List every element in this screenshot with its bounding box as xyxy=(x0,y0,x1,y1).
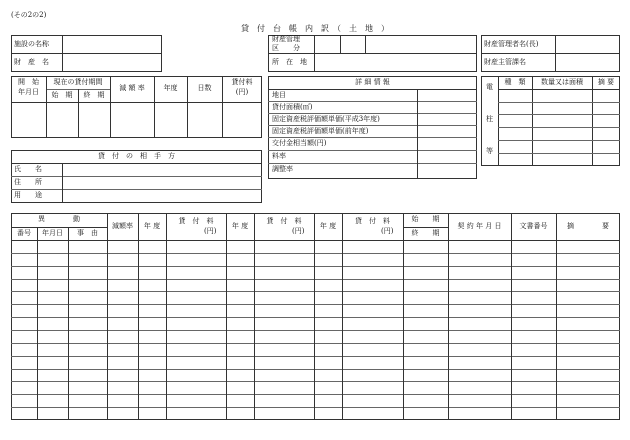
lessee-name-label: 氏 名 xyxy=(14,165,42,173)
history-fee-label-2b: (円) xyxy=(292,227,305,235)
fee-label-1: 貸付料 xyxy=(231,78,253,86)
year-label: 年度 xyxy=(163,84,178,92)
history-reduction-label: 減額率 xyxy=(112,222,133,230)
lessee-name-field[interactable] xyxy=(63,164,261,176)
history-row-line xyxy=(11,291,620,292)
pole-type-header: 種 類 xyxy=(504,78,526,86)
detail-row-tax-prev: 固定資産税評価額単価(前年度) xyxy=(272,127,369,135)
history-row-line xyxy=(11,330,620,331)
history-fee-label-2a: 貸 付 料 xyxy=(266,217,302,225)
section-field[interactable] xyxy=(556,54,619,71)
history-fee-label-3b: (円) xyxy=(381,227,394,235)
history-doc-label: 文書番号 xyxy=(519,222,548,230)
history-row-line xyxy=(11,381,620,382)
page-note: (その2の2) xyxy=(11,11,47,19)
days-label: 日数 xyxy=(197,84,212,92)
pole-quantity-header: 数量又は面積 xyxy=(541,78,583,86)
begin-label: 始 期 xyxy=(51,91,73,99)
end-label: 終 期 xyxy=(83,91,105,99)
detail-row-area: 貸付面積(㎡) xyxy=(272,103,313,111)
history-row-line xyxy=(11,279,620,280)
lessee-purpose-label: 用 途 xyxy=(14,191,42,199)
detail-row-tax-h3: 固定資産税評価額単価(平成3年度) xyxy=(272,115,380,123)
history-end-label: 終 期 xyxy=(411,229,440,237)
history-row-line xyxy=(11,266,620,267)
manager-label: 財産管理者名(長) xyxy=(484,40,539,48)
history-number-label: 番号 xyxy=(17,229,31,237)
history-row-line xyxy=(11,369,620,370)
facility-name-field[interactable] xyxy=(63,36,161,53)
history-fee-label-1a: 貸 付 料 xyxy=(178,217,214,225)
history-row-line xyxy=(11,343,620,344)
property-name-label: 財 産 名 xyxy=(14,58,49,66)
history-row-line xyxy=(11,356,620,357)
history-reason-label: 事 由 xyxy=(77,229,98,237)
current-period-label: 現在の貸付期間 xyxy=(53,78,103,86)
start-label-1: 開 始 xyxy=(18,78,39,86)
fee-label-2: (円) xyxy=(235,88,249,96)
detail-header: 詳 細 情 報 xyxy=(355,78,390,86)
detail-row-grant: 交付金相当額(円) xyxy=(272,139,327,147)
pole-remarks-header: 摘 要 xyxy=(597,78,615,86)
location-label: 所 在 地 xyxy=(272,58,307,66)
lessee-address-field[interactable] xyxy=(63,177,261,189)
location-field[interactable] xyxy=(315,54,476,71)
lessee-address-label: 住 所 xyxy=(14,178,42,186)
history-row-line xyxy=(11,317,620,318)
history-fee-label-1b: (円) xyxy=(204,227,217,235)
history-row-line xyxy=(11,394,620,395)
history-year-label-2: 年 度 xyxy=(231,222,249,230)
detail-row-rate: 料率 xyxy=(272,152,286,160)
facility-name-label: 施設の名称 xyxy=(14,40,49,48)
pole-side-char-2: 柱 xyxy=(486,115,493,123)
detail-row-adjust: 調整率 xyxy=(272,165,293,173)
history-remarks-label: 摘 要 xyxy=(567,222,609,230)
section-label: 財産主管課名 xyxy=(484,58,526,66)
category-label-2: 区 分 xyxy=(272,44,300,52)
history-year-label-3: 年 度 xyxy=(319,222,337,230)
history-date-label: 年月日 xyxy=(42,229,63,237)
history-year-label-1: 年 度 xyxy=(143,222,161,230)
history-fee-label-3a: 貸 付 料 xyxy=(355,217,390,225)
lessee-purpose-field[interactable] xyxy=(63,190,261,203)
property-name-field[interactable] xyxy=(63,54,161,71)
lessee-header: 貸 付 の 相 手 方 xyxy=(98,152,175,160)
history-row-line xyxy=(11,253,620,254)
history-row-line xyxy=(11,407,620,408)
history-begin-label: 始 期 xyxy=(411,215,440,223)
reduction-label: 減 額 率 xyxy=(119,84,145,92)
start-label-2: 年月日 xyxy=(18,88,39,96)
manager-field[interactable] xyxy=(556,36,619,53)
pole-side-char-3: 等 xyxy=(486,147,493,155)
history-change-label: 異 動 xyxy=(38,215,80,223)
pole-side-char-1: 電 xyxy=(486,83,493,91)
detail-row-land-category: 地目 xyxy=(272,91,286,99)
category-label-1: 財産管理 xyxy=(272,35,300,43)
history-row-line xyxy=(11,304,620,305)
form-title: 貸 付 台 帳 内 訳 （ 土 地 ） xyxy=(241,24,389,33)
history-contract-label: 契 約 年 月 日 xyxy=(457,222,502,230)
